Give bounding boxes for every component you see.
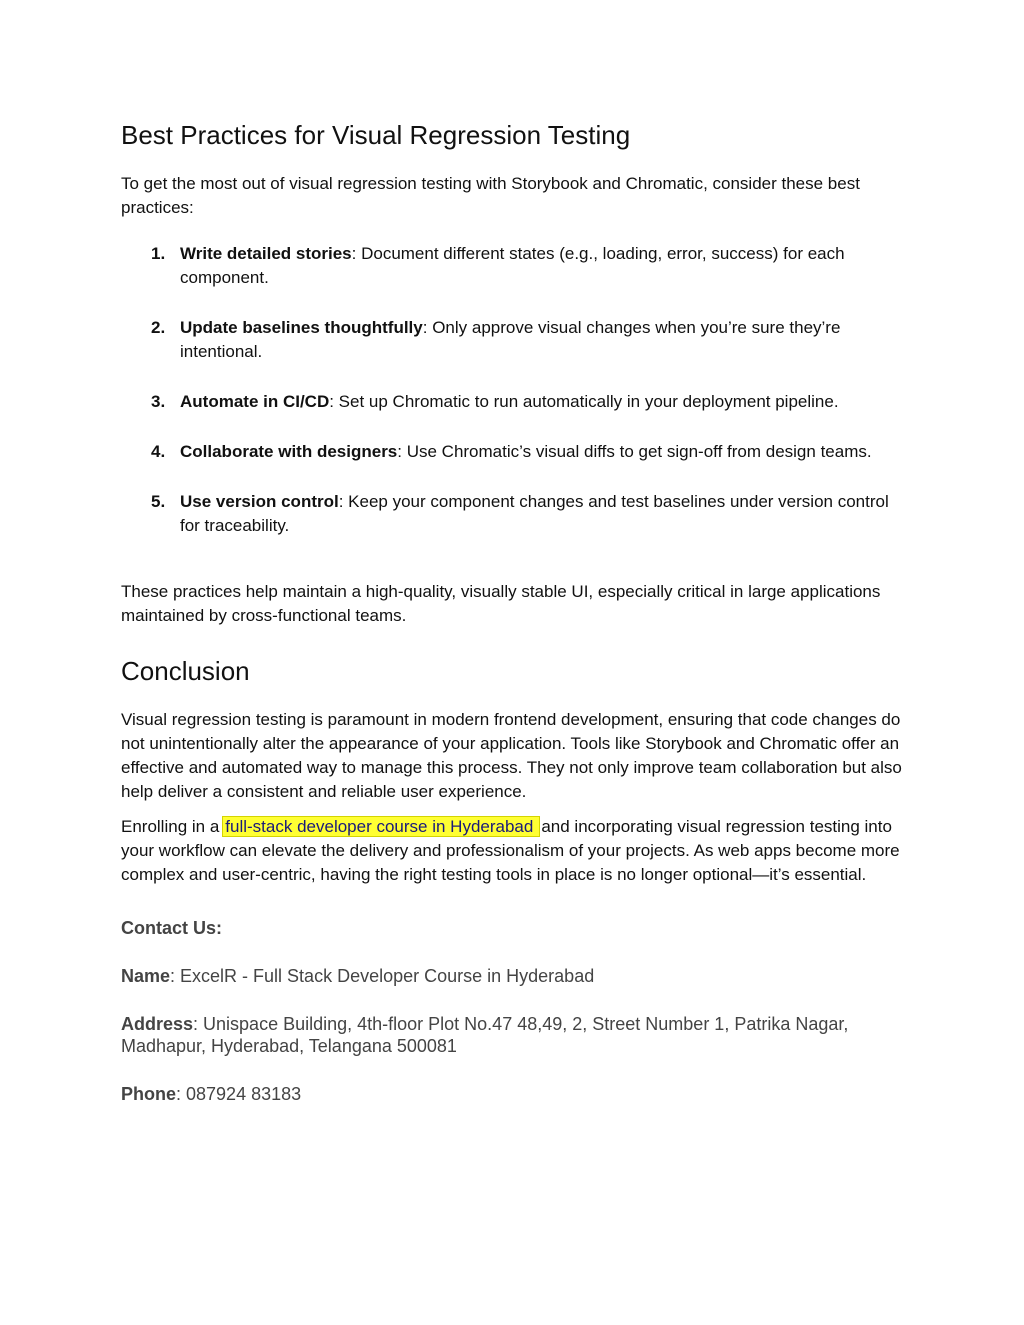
contact-address — [121, 1013, 911, 1057]
contact-name — [121, 965, 911, 987]
list-item-text: : Use Chromatic’s visual diffs to get sign-off from design teams. — [397, 442, 872, 461]
contact-name-label: Name — [121, 966, 171, 986]
contact-phone-label: Phone — [121, 1084, 177, 1104]
list-item-text: : Document different states (e.g., loading, error, success) for each component. — [180, 244, 845, 287]
list-item-heading: Use version control — [180, 492, 339, 511]
contact-phone — [121, 1083, 911, 1105]
list-item-heading: Update baselines thoughtfully — [180, 318, 423, 337]
intro-paragraph: To get the most out of visual regression testing with Storybook and Chromatic, consider these best practices: — [121, 174, 860, 217]
contact-address-label: Address — [121, 1014, 194, 1034]
contact-phone-value: : 087924 83183 — [176, 1084, 302, 1104]
list-item — [121, 490, 911, 538]
enrolling-text-before: Enrolling in a — [121, 817, 220, 836]
list-item-heading: Automate in CI/CD — [180, 392, 330, 411]
list-item-text: : Only approve visual changes when you’re sure they’re intentional. — [180, 318, 841, 361]
list-item-number: 5. — [151, 492, 166, 511]
list-item-number: 3. — [151, 392, 166, 411]
contact-address-value: : Unispace Building, 4th-floor Plot No.47 48,49, 2, Street Number 1, Patrika Nagar, Madhapur, Hyderabad, Telangana 500081 — [121, 1014, 849, 1056]
list-item — [121, 390, 911, 414]
enrolling-paragraph — [121, 815, 911, 887]
list-item-heading: Collaborate with designers — [180, 442, 398, 461]
contact-name-value: : ExcelR - Full Stack Developer Course in Hyderabad — [170, 966, 595, 986]
section-title-conclusion: Conclusion — [121, 656, 250, 686]
closing-paragraph: These practices help maintain a high-quality, visually stable UI, especially critical in large applications maintained by cross-functional teams. — [121, 582, 881, 625]
list-item-heading: Write detailed stories — [180, 244, 352, 263]
section-title-best-practices: Best Practices for Visual Regression Testing — [121, 120, 631, 150]
list-item-text: : Set up Chromatic to run automatically in your deployment pipeline. — [329, 392, 839, 411]
conclusion-paragraph: Visual regression testing is paramount in modern frontend development, ensuring that code changes do not unintentionally alter the appearance of your application. Tools like Storybook and Chromatic offer an effective and automated way to manage this process. They not only improve team collaboration but also help deliver a consistent and reliable user experience. — [121, 710, 902, 801]
list-item-number: 1. — [151, 244, 166, 263]
course-link[interactable]: full-stack developer course in Hyderabad — [223, 817, 539, 836]
list-item — [121, 316, 911, 364]
list-item-number: 4. — [151, 442, 166, 461]
contact-section — [121, 917, 911, 1105]
list-item-number: 2. — [151, 318, 166, 337]
list-item-text: : Keep your component changes and test baselines under version control for traceability. — [180, 492, 889, 535]
contact-title: Contact Us: — [121, 918, 223, 938]
list-item — [121, 242, 911, 290]
best-practices-list — [121, 242, 911, 538]
document-page — [121, 118, 911, 1105]
list-item — [121, 440, 911, 464]
enrolling-text-after: and incorporating visual regression testing into your workflow can elevate the delivery and professionalism of your projects. As web apps become more complex and user-centric, having the right testing tools in place is no longer optional—it’s essential. — [121, 817, 900, 884]
